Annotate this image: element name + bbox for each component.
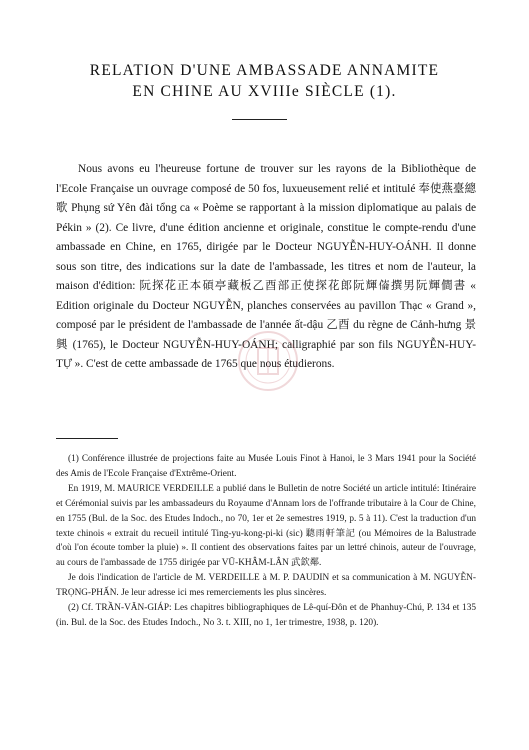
footnote-2: (2) Cf. TRẦN-VĂN-GIÁP: Les chapitres bibliographiques de Lê-quí-Đôn et de Phanhuy-Chú, P. 134 et 135 (in. Bul. de la Soc. des Etudes Indoch., No 3. t. XIII, no 1, 1er trimestre, 1938, p. 120). [56, 603, 476, 628]
library-stamp-icon [237, 330, 299, 392]
footnote-1-continued: En 1919, M. MAURICE VERDEILLE a publié dans le Bulletin de notre Société un article intitulé: Itinéraire et Cérémonial suivis par les ambassadeurs du Royaume d'Annam lors de l'offrande tributaire à la Cour de Chine, en 1755 (Bul. de la Soc. des Etudes Indoch., no 70, 1er et 2e semestres 1919, p. 5 à 11). C'est la traduction d'un texte chinois « extrait du recueil intitulé Ting-yu-kong-pi-ki (sic) 聽雨軒筆記 (ou Mémoires de la Balustrade d'où l'on écoute tomber la pluie) ». Il contient des observations faites par un lettré chinois, auteur de l'ouvrage, au cours de l'ambassade de 1755 dirigée par VŨ-KHÂM-LÂN 武欽鄰. [56, 483, 476, 569]
title-line-1: RELATION D'UNE AMBASSADE ANNAMITE [89, 62, 440, 79]
body-paragraph: Nous avons eu l'heureuse fortune de trouver sur les rayons de la Bibliothèque de l'Ecole Française un ouvrage composé de 50 fos, luxueusement relié et intitulé 奉使燕臺總歌 Phụng sứ Yên đài tổng ca « Poème se rapportant à la mission diplomatique au palais de Pékin » (2). Ce livre, d'une édition ancienne et originale, constitue le compte-rendu d'une ambassade en Chine, en 1765, dirigée par le Docteur NGUYỄN-HUY-OÁNH. Il donne sous son titre, des indications sur la date de l'ambassade, les titres et nom de l'auteur, la maison d'édition: 阮探花正本碩亭藏板乙酉部正使探花郎阮輝𠍓撰男阮輝僴書 « Edition originale du Docteur NGUYỄN, planches conservées au pavillon Thạc « Grand », composé par le président de l'ambassade de l'année ất-dậu 乙酉 du règne de Cảnh-hưng 景興 (1765), le Docteur NGUYỄN-HUY-OÁNH; calligraphié par son fils NGUYỄN-HUY-TỰ ». C'est de cette ambassade de 1765 que nous étudierons. [56, 163, 476, 370]
footnote-1: (1) Conférence illustrée de projections faite au Musée Louis Finot à Hanoi, le 3 Mars 1941 pour la Société des Amis de l'Ecole Française d'Extrême-Orient. [56, 454, 476, 479]
title-line-2: EN CHINE AU XVIIIe SIÈCLE (1). [132, 83, 397, 100]
footnotes [56, 452, 476, 631]
title-divider [232, 119, 287, 120]
footnote-divider [56, 438, 118, 439]
footnote-1-acknowledgement: Je dois l'indication de l'article de M. VERDEILLE à M. P. DAUDIN et sa communication à M. NGUYỄN-TRỌNG-PHẤN. Je leur adresse ici mes remerciements les plus sincères. [56, 573, 476, 599]
article-title [40, 60, 489, 102]
